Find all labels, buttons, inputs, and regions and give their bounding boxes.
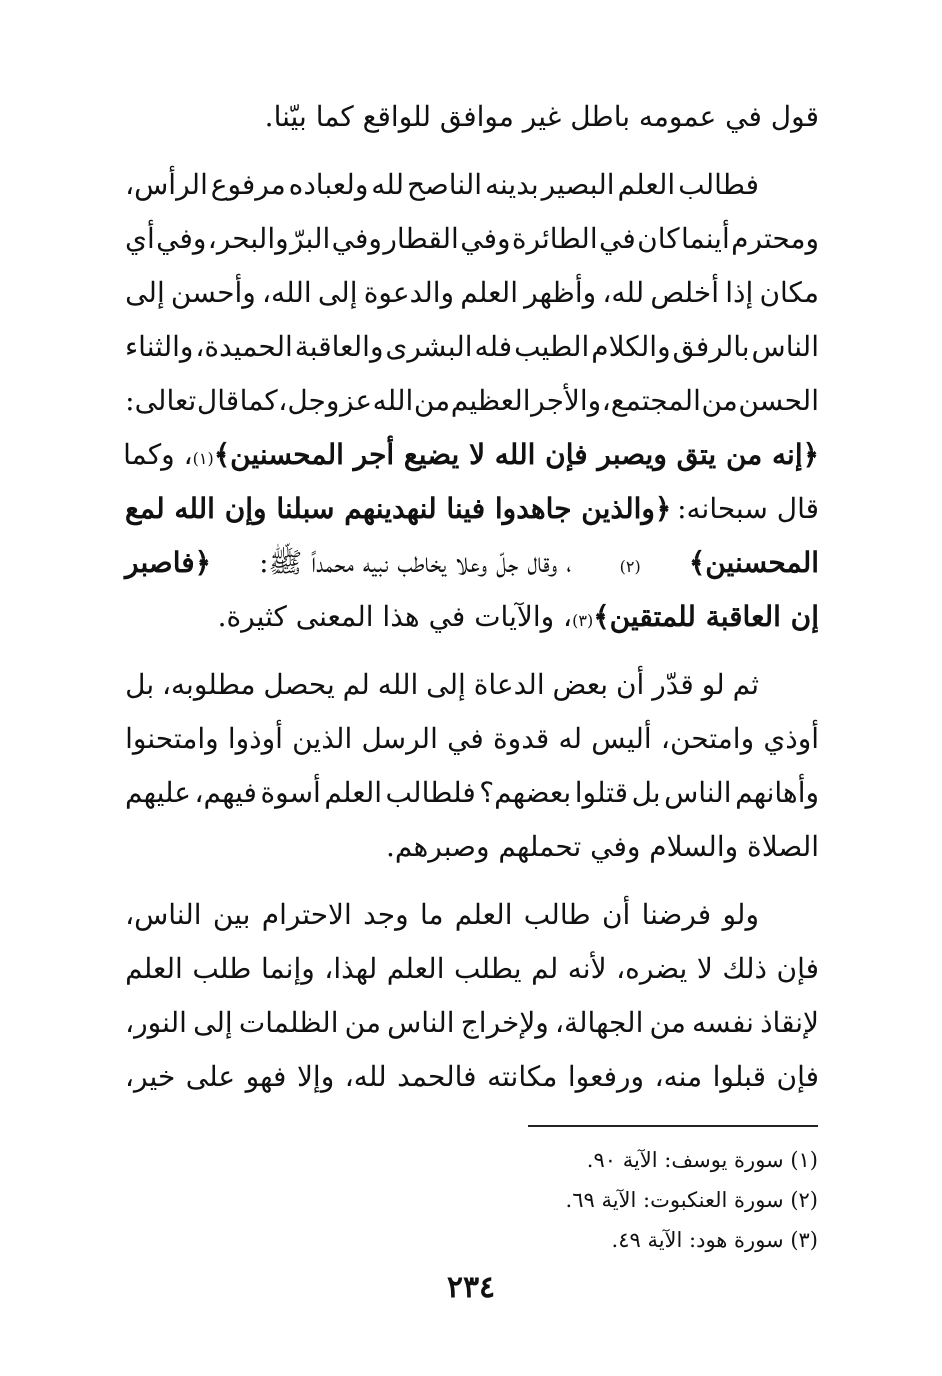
paragraph-gap: [125, 144, 819, 158]
word: إلى: [193, 1006, 233, 1039]
word: ومحترم: [731, 222, 819, 255]
word: فإن: [776, 1060, 819, 1093]
word: لله: [371, 168, 405, 201]
word: والعاقبة: [294, 330, 384, 363]
word: ولإخراج: [460, 1006, 549, 1039]
line-text: ، وقال جلّ وعلا يخاطب نبيه محمداً ﷺ:: [259, 546, 572, 579]
word: العلم: [454, 898, 513, 931]
word: من: [701, 384, 738, 417]
word: المجتمع،: [601, 384, 701, 417]
word: إلى: [125, 276, 165, 309]
word: ثم: [732, 668, 759, 701]
word: العلم: [617, 168, 676, 201]
word: أي: [125, 222, 155, 255]
word: العلم: [386, 952, 445, 985]
word: كان: [637, 222, 680, 255]
quran-verse: ﴿إنه من يتق ويصبر فإن الله لا يضيع أجر المحسنين﴾: [213, 438, 819, 471]
word: بل: [125, 668, 155, 701]
word: والثناء: [125, 330, 194, 363]
word: الله: [372, 384, 414, 417]
text-line: إن العاقبة للمتقين﴾ (٣) ، والآيات في هذا المعنى كثيرة.: [125, 590, 819, 644]
word: لله،: [602, 276, 645, 309]
word: قدّر: [652, 668, 694, 701]
word: فالحمد: [397, 1060, 477, 1093]
word: العلم: [460, 276, 518, 309]
word: يحصل: [263, 668, 335, 701]
text-line: [125, 158, 819, 212]
word: لا: [696, 952, 713, 985]
word: تعالى:: [125, 384, 197, 417]
quran-verse: إن العاقبة للمتقين﴾: [593, 600, 819, 633]
text-line: ﴿إنه من يتق ويصبر فإن الله لا يضيع أجر المحسنين﴾ (١) ، وكما: [125, 428, 819, 482]
text-line: [125, 482, 819, 536]
word: من: [344, 1006, 381, 1039]
paragraph-gap: [125, 644, 819, 658]
paragraph-gap: [125, 874, 819, 888]
word: أسوة: [260, 776, 321, 809]
text-line: [125, 888, 819, 942]
word: وجد: [363, 898, 409, 931]
text-line: [125, 1050, 819, 1104]
body-text: [125, 90, 819, 1104]
word: وإنما: [260, 952, 315, 985]
word: الاحترام: [261, 898, 352, 931]
word: الناصح: [406, 168, 483, 201]
word: والأجر: [531, 384, 602, 417]
line-text: ، والآيات في هذا المعنى كثيرة.: [217, 600, 573, 633]
word: بل: [631, 776, 661, 809]
word: أخلص: [650, 276, 720, 309]
word: من: [649, 1006, 686, 1039]
word: وفي: [460, 222, 511, 255]
word: يطلب: [454, 952, 522, 985]
word: لهذا،: [324, 952, 378, 985]
word: أينما: [681, 222, 730, 255]
word: وأظهر: [524, 276, 597, 309]
word: فرضنا: [641, 898, 712, 931]
word: قدوة: [493, 722, 550, 755]
word: في: [599, 222, 636, 255]
word: مكانته: [487, 1060, 558, 1093]
word: أليس: [591, 722, 652, 755]
word: قتلوا: [574, 776, 629, 809]
word: أوذي: [763, 722, 819, 755]
page-number: ٢٣٤: [446, 1270, 496, 1305]
word: من: [413, 384, 451, 417]
word: الرسل: [361, 722, 438, 755]
word: الحميدة،: [195, 330, 293, 363]
word: النور،: [125, 1006, 187, 1039]
footnote-1: (١) سورة يوسف: الآية ٩٠.: [586, 1148, 818, 1172]
word: بعض: [552, 668, 609, 701]
word: وامتحن،: [660, 722, 755, 755]
word: وامتحنوا: [125, 722, 219, 755]
word: البشرى: [385, 330, 473, 363]
word: الطيب: [514, 330, 590, 363]
word: الناس: [664, 776, 732, 809]
footnotes: [566, 1140, 818, 1260]
word: الذين: [292, 722, 353, 755]
word: الجهالة،: [554, 1006, 644, 1039]
word: أن: [615, 668, 645, 701]
word: الله: [377, 668, 419, 701]
word: وفي: [331, 222, 382, 255]
word: وجل،: [278, 384, 340, 417]
word: بدينه: [484, 168, 539, 201]
text-line: [125, 90, 819, 144]
word: والدعوة: [363, 276, 455, 309]
word: الدعاة: [473, 668, 545, 701]
footnote-2: (٢) سورة العنكبوت: الآية ٦٩.: [565, 1188, 818, 1212]
word: الحسن: [738, 384, 819, 417]
word: طلب: [192, 952, 252, 985]
word: لله،: [344, 1060, 387, 1093]
text-line: [125, 320, 819, 374]
word: إلى: [426, 668, 466, 701]
word: في: [447, 722, 484, 755]
text-line: [125, 996, 819, 1050]
text-line: [125, 658, 819, 712]
word: وأحسن: [170, 276, 256, 309]
word: إذا: [725, 276, 754, 309]
word: الناس: [751, 330, 819, 363]
line-text: قال سبحانه:: [677, 492, 819, 525]
word: خير،: [125, 1060, 176, 1093]
word: لم: [342, 668, 370, 701]
line-text: الصلاة والسلام وفي تحملهم وصبرهم.: [385, 830, 819, 863]
word: أوذوا: [227, 722, 283, 755]
word: الرأس،: [125, 168, 208, 201]
word: قال: [196, 384, 240, 417]
word: لإنقاذ: [760, 1006, 819, 1039]
word: طالب: [523, 898, 591, 931]
quran-verse: ﴿والذين جاهدوا فينا لنهدينهم سبلنا وإن الله لمع: [125, 492, 672, 525]
footnote-separator: [528, 1125, 818, 1127]
text-line: المحسنين﴾ (٢) ، وقال جلّ وعلا يخاطب نبيه محمداً ﷺ: ﴿فاصبر: [125, 536, 819, 590]
footnote-3: (٣) سورة هود: الآية ٤٩.: [611, 1228, 818, 1252]
text-line: [125, 212, 819, 266]
word: ورفعوا: [567, 1060, 645, 1093]
word: فإن: [776, 952, 819, 985]
word: وإلا: [296, 1060, 335, 1093]
word: العظيم: [450, 384, 531, 417]
word: البصير: [541, 168, 615, 201]
word: له: [558, 722, 583, 755]
word: نفسه: [691, 1006, 754, 1039]
word: إلى: [317, 276, 358, 309]
word: العلم: [324, 776, 383, 809]
word: عز: [339, 384, 373, 417]
word: على: [185, 1060, 236, 1093]
text-line: [125, 942, 819, 996]
word: ذلك: [722, 952, 767, 985]
word: فله: [474, 330, 513, 363]
word: العلم: [125, 952, 183, 985]
quran-verse: المحسنين﴾: [688, 546, 819, 579]
word: الناس: [387, 1006, 455, 1039]
word: بعضهم؟: [479, 776, 572, 809]
word: والبحر،: [207, 222, 289, 255]
word: الطائرة: [511, 222, 598, 255]
line-text: قول في عمومه باطل غير موافق للواقع كما بيّنا.: [264, 100, 819, 133]
word: ولو: [722, 898, 759, 931]
word: وفي: [156, 222, 207, 255]
word: القطار: [383, 222, 459, 255]
word: مطلوبه،: [162, 668, 256, 701]
line-text: ، وكما: [123, 438, 193, 471]
text-line: [125, 766, 819, 820]
word: يضره،: [616, 952, 688, 985]
text-line: [125, 820, 819, 874]
text-line: [125, 266, 819, 320]
text-line: [125, 712, 819, 766]
word: البرّ: [290, 222, 331, 255]
word: لو: [701, 668, 725, 701]
word: منه،: [654, 1060, 703, 1093]
word: مكان: [759, 276, 819, 309]
word: فهو: [245, 1060, 287, 1093]
word: كما: [239, 384, 278, 417]
word: الناس،: [125, 898, 202, 931]
word: بين: [212, 898, 251, 931]
word: ولعباده: [288, 168, 369, 201]
word: الله،: [262, 276, 312, 309]
word: لأنه: [567, 952, 607, 985]
text-line: [125, 374, 819, 428]
word: لم: [531, 952, 559, 985]
word: بالرفق: [672, 330, 750, 363]
quran-verse: ﴿فاصبر: [125, 546, 212, 579]
word: عليهم: [125, 776, 192, 809]
word: فلطالب: [385, 776, 476, 809]
word: قبلوا: [712, 1060, 766, 1093]
word: وأهانهم: [735, 776, 819, 809]
word: مرفوع: [210, 168, 286, 201]
word: أن: [601, 898, 631, 931]
word: والكلام: [591, 330, 671, 363]
word: ما: [419, 898, 444, 931]
word: فيهم،: [194, 776, 257, 809]
word: الظلمات: [238, 1006, 339, 1039]
word: فطالب: [678, 168, 759, 201]
